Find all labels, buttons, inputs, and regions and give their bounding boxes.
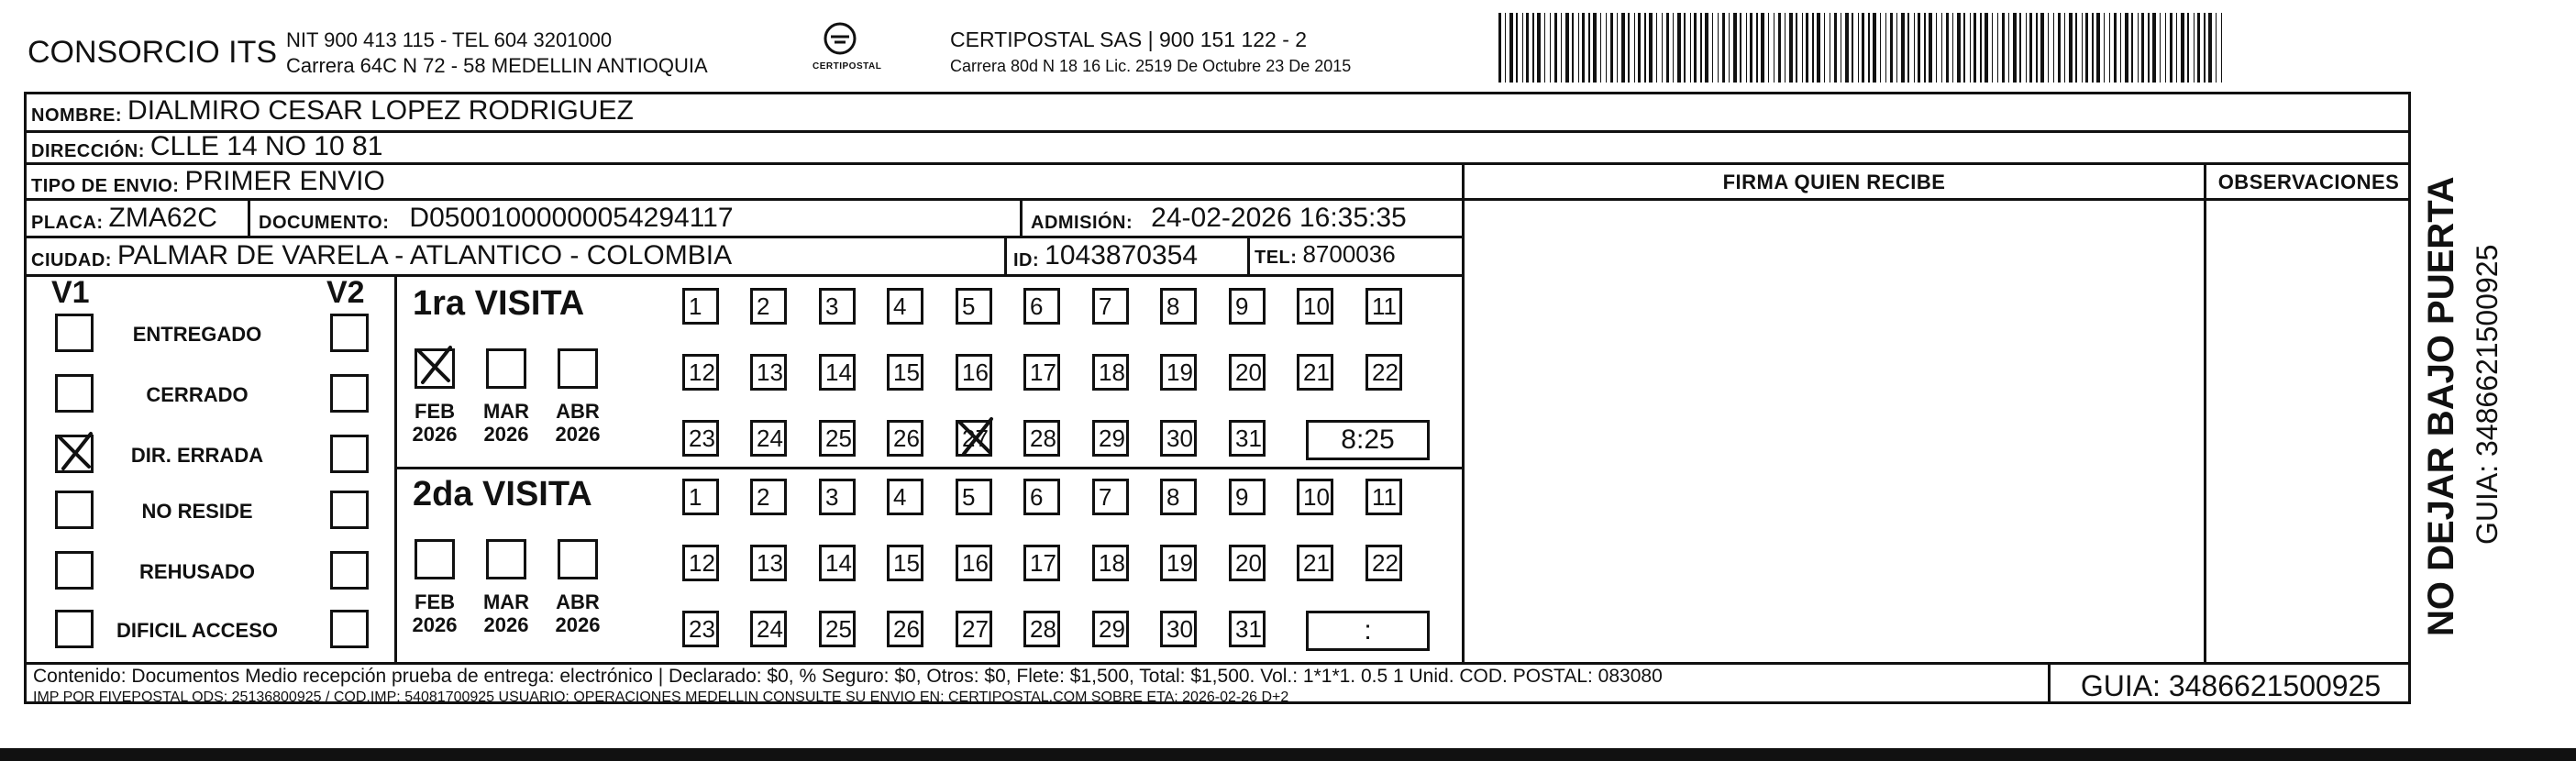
id-label: ID:	[1013, 250, 1040, 270]
status-label: NO RESIDE	[141, 500, 253, 523]
visit1-day-box[interactable]: 20	[1229, 354, 1266, 391]
month-year: 2026	[555, 423, 601, 446]
visit2-day-box[interactable]: 8	[1160, 479, 1197, 515]
status-label: DIFICIL ACCESO	[116, 619, 278, 642]
visit2-day-box[interactable]: 5	[956, 479, 992, 515]
nombre-value: DIALMIRO CESAR LOPEZ RODRIGUEZ	[127, 95, 634, 126]
visit2-day-box[interactable]: 4	[887, 479, 923, 515]
v1-checkbox[interactable]	[55, 610, 94, 648]
nombre-label: NOMBRE:	[31, 105, 123, 126]
visit1-day-box[interactable]: 9	[1229, 288, 1266, 325]
visit1-day-box[interactable]: 2	[750, 288, 787, 325]
visit2-time-box[interactable]: :	[1306, 611, 1430, 651]
visit2-day-box[interactable]: 18	[1092, 545, 1129, 581]
tipo-label: TIPO DE ENVIO:	[31, 176, 180, 196]
visit1-day-box[interactable]: 8	[1160, 288, 1197, 325]
visit2-month-checkbox[interactable]	[558, 539, 598, 579]
visit1-day-box[interactable]: 16	[956, 354, 992, 391]
handwritten-x-icon	[54, 430, 96, 472]
visit1-day-box[interactable]: 21	[1297, 354, 1333, 391]
v1-header: V1	[51, 275, 90, 310]
visit2-day-box[interactable]: 31	[1229, 611, 1266, 647]
handwritten-x-icon	[414, 344, 456, 386]
address-field	[31, 131, 382, 162]
visit1-day-box[interactable]: 1	[682, 288, 719, 325]
admision-label: ADMISIÓN:	[1031, 213, 1133, 233]
v2-checkbox[interactable]	[330, 610, 369, 648]
visit1-month-label	[479, 400, 534, 446]
footer-guia: GUIA: 3486621500925	[2080, 669, 2382, 702]
visit1-day-box[interactable]: 24	[750, 420, 787, 457]
company-nit: NIT 900 413 115 - TEL 604 3201000	[286, 28, 613, 51]
visit2-day-box[interactable]: 22	[1365, 545, 1402, 581]
month-name: MAR	[482, 400, 530, 423]
visit2-day-box[interactable]: 14	[819, 545, 856, 581]
visit2-day-box[interactable]: 9	[1229, 479, 1266, 515]
id-value: 1043870354	[1045, 240, 1199, 270]
visit1-day-box[interactable]: 13	[750, 354, 787, 391]
status-label: REHUSADO	[139, 560, 255, 583]
visit2-day-box[interactable]: 3	[819, 479, 856, 515]
visit1-day-box[interactable]: 22	[1365, 354, 1402, 391]
visit1-month-checkbox[interactable]	[558, 348, 598, 389]
signature-header: FIRMA QUIEN RECIBE	[1722, 171, 1946, 193]
visit2-day-box[interactable]: 6	[1023, 479, 1060, 515]
visit1-title: 1ra VISITA	[413, 284, 585, 323]
month-year: 2026	[555, 613, 601, 636]
ciudad-value: PALMAR DE VARELA - ATLANTICO - COLOMBIA	[116, 240, 733, 270]
visit1-day-box[interactable]: 19	[1160, 354, 1197, 391]
visit1-month-label	[550, 400, 605, 446]
month-name: MAR	[482, 590, 530, 613]
visit2-day-box[interactable]: 2	[750, 479, 787, 515]
month-year: 2026	[412, 423, 458, 446]
status-label: ENTREGADO	[132, 323, 262, 346]
visit2-day-box[interactable]: 7	[1092, 479, 1129, 515]
company-address: Carrera 64C N 72 - 58 MEDELLIN ANTIOQUIA	[286, 54, 708, 77]
visit1-day-box[interactable]: 10	[1297, 288, 1333, 325]
month-year: 2026	[412, 613, 458, 636]
contents-line: Contenido: Documentos Medio recepción prueba de entrega: electrónico | Declarado: $0, % Seguro: $0, Otros: $0, Flete: $1,500, Total: $1,500. Vol.: 1*1*1. 0.5 1 Unid. COD. POSTAL: 083080	[33, 666, 1663, 687]
document-field	[259, 203, 734, 234]
tel-value: 8700036	[1302, 240, 1396, 268]
visit2-day-box[interactable]: 16	[956, 545, 992, 581]
v2-checkbox[interactable]	[330, 491, 369, 529]
visit2-day-box[interactable]: 20	[1229, 545, 1266, 581]
v2-checkbox[interactable]	[330, 551, 369, 590]
month-name: FEB	[415, 400, 455, 423]
month-name: ABR	[556, 590, 600, 613]
visit1-day-box[interactable]: 31	[1229, 420, 1266, 457]
recipient-name-field	[31, 95, 634, 127]
v2-checkbox[interactable]	[330, 435, 369, 473]
visit2-day-box[interactable]: 10	[1297, 479, 1333, 515]
visit1-day-box[interactable]: 30	[1160, 420, 1197, 457]
v1-checkbox[interactable]	[55, 551, 94, 590]
placa-label: PLACA:	[31, 213, 104, 233]
v2-checkbox[interactable]	[330, 314, 369, 352]
v1-checkbox[interactable]	[55, 314, 94, 352]
courier-license: Carrera 80d N 18 16 Lic. 2519 De Octubre 23 De 2015	[950, 57, 1352, 75]
visit1-month-label	[407, 400, 462, 446]
month-year: 2026	[483, 423, 529, 446]
v1-checkbox[interactable]	[55, 435, 94, 473]
visit1-day-box[interactable]: 4	[887, 288, 923, 325]
visit1-day-box[interactable]: 18	[1092, 354, 1129, 391]
visit2-day-box[interactable]: 15	[887, 545, 923, 581]
tipo-value: PRIMER ENVIO	[184, 166, 385, 196]
visit1-day-box[interactable]: 15	[887, 354, 923, 391]
visit2-month-label	[479, 590, 534, 636]
placa-value: ZMA62C	[108, 203, 217, 233]
visit2-day-box[interactable]: 27	[956, 611, 992, 647]
courier-name: CERTIPOSTAL SAS | 900 151 122 - 2	[950, 28, 1308, 51]
v1-checkbox[interactable]	[55, 374, 94, 413]
v2-checkbox[interactable]	[330, 374, 369, 413]
visit2-day-box[interactable]: 13	[750, 545, 787, 581]
visit2-day-box[interactable]: 11	[1365, 479, 1402, 515]
visit2-day-box[interactable]: 17	[1023, 545, 1060, 581]
plate-field	[31, 203, 217, 234]
visit2-month-label	[407, 590, 462, 636]
month-year: 2026	[483, 613, 529, 636]
v2-header: V2	[326, 275, 365, 310]
visit2-day-box[interactable]: 28	[1023, 611, 1060, 647]
visit1-day-box[interactable]: 3	[819, 288, 856, 325]
admission-field	[1031, 203, 1407, 234]
visit2-day-box[interactable]: 21	[1297, 545, 1333, 581]
company-name: CONSORCIO ITS	[28, 35, 278, 70]
id-field	[1013, 240, 1198, 271]
visit2-month-checkbox[interactable]	[486, 539, 526, 579]
documento-value: D05001000000054294117	[409, 203, 734, 233]
visit2-day-box[interactable]: 29	[1092, 611, 1129, 647]
bottom-edge	[0, 748, 2576, 761]
visit2-day-box[interactable]: 25	[819, 611, 856, 647]
visit1-day-box[interactable]: 5	[956, 288, 992, 325]
observations-header: OBSERVACIONES	[2217, 171, 2400, 193]
documento-label: DOCUMENTO:	[259, 213, 390, 233]
print-info-line: IMP POR FIVEPOSTAL ODS: 25136800925 / COD.IMP: 54081700925 USUARIO: OPERACIONES MEDELLIN CONSULTE SU ENVIO EN: CERTIPOSTAL.COM SOBRE ETA: 2026-02-26 D+2	[33, 689, 1289, 705]
visit2-day-box[interactable]: 24	[750, 611, 787, 647]
visit1-day-box[interactable]: 23	[682, 420, 719, 457]
admision-value: 24-02-2026 16:35:35	[1151, 203, 1407, 233]
visit2-day-box[interactable]: 26	[887, 611, 923, 647]
visit2-day-box[interactable]: 30	[1160, 611, 1197, 647]
v1-checkbox[interactable]	[55, 491, 94, 529]
logo-emblem-icon	[822, 20, 858, 57]
visit2-month-checkbox[interactable]	[415, 539, 455, 579]
visit1-day-box[interactable]: 11	[1365, 288, 1402, 325]
month-name: ABR	[556, 400, 600, 423]
visit1-day-box[interactable]: 25	[819, 420, 856, 457]
visit1-day-box[interactable]: 6	[1023, 288, 1060, 325]
status-label: DIR. ERRADA	[130, 444, 264, 467]
month-name: FEB	[415, 590, 455, 613]
visit1-day-box[interactable]: 26	[887, 420, 923, 457]
direccion-label: DIRECCIÓN:	[31, 141, 145, 161]
side-guia: GUIA: 3486621500925	[2471, 244, 2504, 545]
barcode	[1498, 13, 2232, 83]
visit2-day-box[interactable]: 19	[1160, 545, 1197, 581]
handwritten-x-icon	[955, 415, 997, 458]
shipment-type-field	[31, 166, 385, 197]
visit2-day-box[interactable]: 1	[682, 479, 719, 515]
logo-text: CERTIPOSTAL	[813, 61, 882, 72]
visit1-month-checkbox[interactable]	[486, 348, 526, 389]
visit1-day-box[interactable]: 14	[819, 354, 856, 391]
ciudad-label: CIUDAD:	[31, 250, 112, 270]
visit2-title: 2da VISITA	[413, 475, 592, 513]
visit2-month-label	[550, 590, 605, 636]
visit2-day-box[interactable]: 23	[682, 611, 719, 647]
visit1-day-box[interactable]: 27	[956, 420, 992, 457]
visit1-day-box[interactable]: 17	[1023, 354, 1060, 391]
city-field	[31, 240, 732, 271]
direccion-value: CLLE 14 NO 10 81	[149, 131, 383, 161]
visit1-day-box[interactable]: 12	[682, 354, 719, 391]
visit1-month-checkbox[interactable]	[415, 348, 455, 389]
visit1-day-box[interactable]: 29	[1092, 420, 1129, 457]
certipostal-logo	[813, 20, 882, 72]
side-notice: NO DEJAR BAJO PUERTA	[2421, 176, 2461, 636]
visit2-day-box[interactable]: 12	[682, 545, 719, 581]
phone-field	[1255, 240, 1396, 269]
visit1-day-box[interactable]: 7	[1092, 288, 1129, 325]
visit1-day-box[interactable]: 28	[1023, 420, 1060, 457]
status-label: CERRADO	[146, 383, 249, 406]
tel-label: TEL:	[1255, 248, 1298, 268]
visit1-time-box[interactable]: 8:25	[1306, 420, 1430, 460]
